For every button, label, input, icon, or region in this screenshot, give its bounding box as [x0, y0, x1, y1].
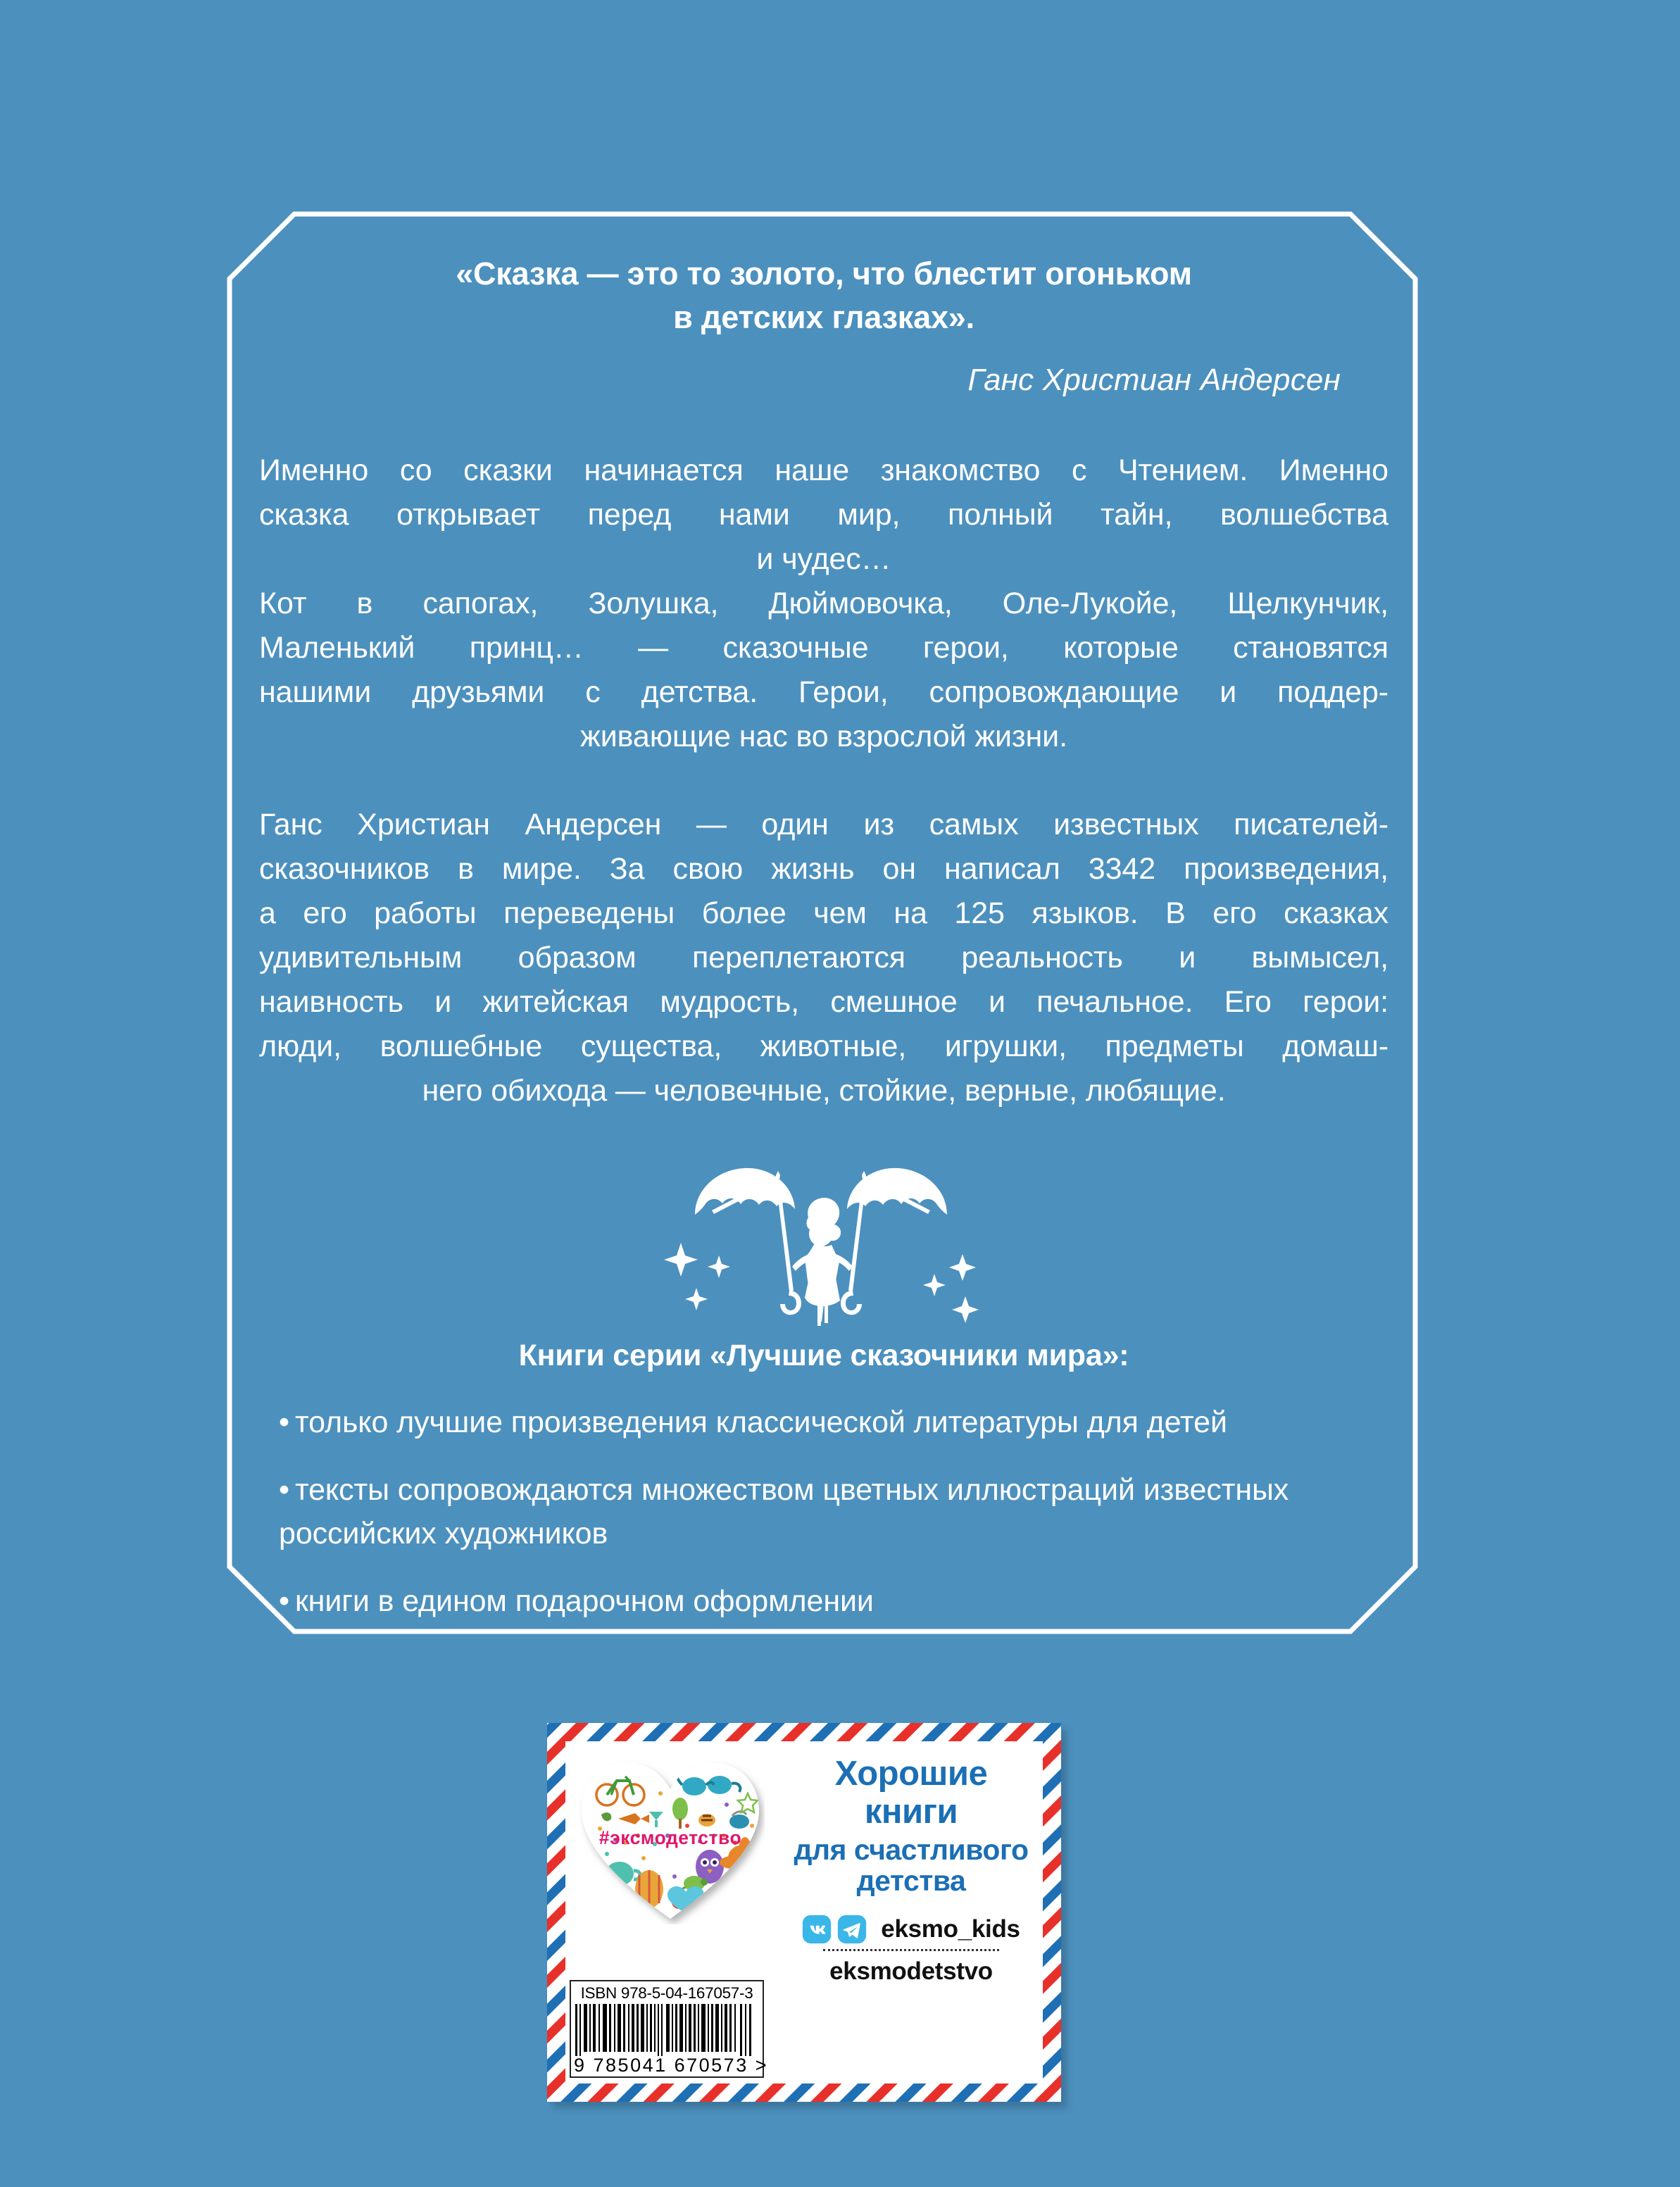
list-item [279, 1580, 1394, 1624]
back-cover-content [253, 232, 1394, 1624]
barcode-bars [574, 2004, 757, 2056]
list-item [279, 1401, 1394, 1445]
author-paragraph [253, 803, 1394, 1113]
slogan-line-3: для счастливого [794, 1833, 1029, 1866]
series-feature-list [253, 1401, 1394, 1624]
list-item-label: только лучшие произведения классической литературы для детей [294, 1405, 1227, 1440]
social-handle-primary[interactable]: eksmo_kids [881, 1915, 1020, 1943]
publisher-badge [547, 1723, 1061, 2102]
eksmodetstvo-heart-logo [576, 1751, 765, 1924]
isbn-barcode [570, 1980, 768, 2078]
ole-lukoje-with-umbrellas-icon [253, 1150, 1394, 1326]
list-item [279, 1469, 1394, 1556]
series-title: Книги серии «Лучшие сказочники мира»: [518, 1339, 1129, 1373]
social-links-row[interactable] [779, 1915, 1043, 1944]
quote-attribution: Ганс Христиан Андерсен [967, 363, 1341, 398]
paragraph2-line-7: него обихода — человечные, стойкие, верные, любящие. [422, 1074, 1226, 1108]
paragraph1-line-6: нашими друзьями с детства. Герои, сопровождающие и поддер- [259, 675, 1388, 710]
list-item-label: книги в едином подарочном оформлении [294, 1584, 874, 1618]
paragraph2-line-1: Ганс Христиан Андерсен — один из самых известных писателей- [259, 808, 1388, 842]
quote-line-1: «Сказка — это то золото, что блестит огоньком [456, 256, 1192, 292]
slogan-line-1: Хорошие [834, 1755, 988, 1793]
paragraph1-line-2: сказка открывает перед нами мир, полный тайн, волшебства [259, 498, 1388, 532]
isbn-label: ISBN 978-5-04-167057-3 [580, 1984, 753, 2002]
pull-quote [253, 232, 1394, 339]
paragraph2-line-6: люди, волшебные существа, животные, игрушки, предметы домаш- [259, 1029, 1388, 1064]
paragraph1-line-1: Именно со сказки начинается наше знакомство с Чтением. Именно [259, 453, 1388, 488]
list-item-label: тексты сопровождаются множеством цветных иллюстраций известных российских художников [279, 1472, 1289, 1550]
badge-right-column [775, 1741, 1043, 2083]
svg-text:#эксмодетство: #эксмодетство [598, 1827, 742, 1848]
quote-line-2: в детских глазках». [673, 299, 974, 335]
paragraph2-line-2: сказочников в мире. За свою жизнь он написал 3342 произведения, [259, 852, 1388, 886]
badge-left-column [565, 1741, 775, 2083]
paragraph1-line-3: и чудес… [756, 542, 891, 577]
paragraph2-line-5: наивность и житейская мудрость, смешное и печальное. Его герои: [259, 985, 1388, 1020]
bullet-dot-icon: • [279, 1584, 289, 1618]
paragraph1-line-7: живающие нас во взрослой жизни. [580, 720, 1067, 754]
paragraph2-line-3: а его работы переведены более чем на 125 языков. В его сказках [259, 896, 1388, 931]
slogan-line-4: детства [856, 1864, 966, 1897]
slogan-line-2: книги [864, 1792, 958, 1831]
paragraph2-line-4: удивительным образом переплетаются реальность и вымысел, [259, 941, 1388, 975]
airmail-envelope-card [547, 1723, 1061, 2102]
bullet-dot-icon: • [279, 1405, 289, 1440]
intro-paragraph [253, 449, 1394, 759]
barcode-digits: 9 785041 670573 > [574, 2054, 768, 2076]
social-handle-secondary[interactable]: eksmodetstvo [829, 1957, 993, 1985]
publisher-slogan [779, 1741, 1043, 1896]
paragraph1-line-4: Кот в сапогах, Золушка, Дюймовочка, Оле-Лукойе, Щелкунчик, [259, 587, 1388, 621]
vk-icon[interactable] [802, 1915, 832, 1944]
bullet-dot-icon: • [279, 1472, 289, 1507]
dotted-separator [823, 1949, 999, 1951]
paragraph1-line-5: Маленький принц… — сказочные герои, которые становятся [259, 631, 1388, 665]
telegram-icon[interactable] [837, 1915, 867, 1944]
